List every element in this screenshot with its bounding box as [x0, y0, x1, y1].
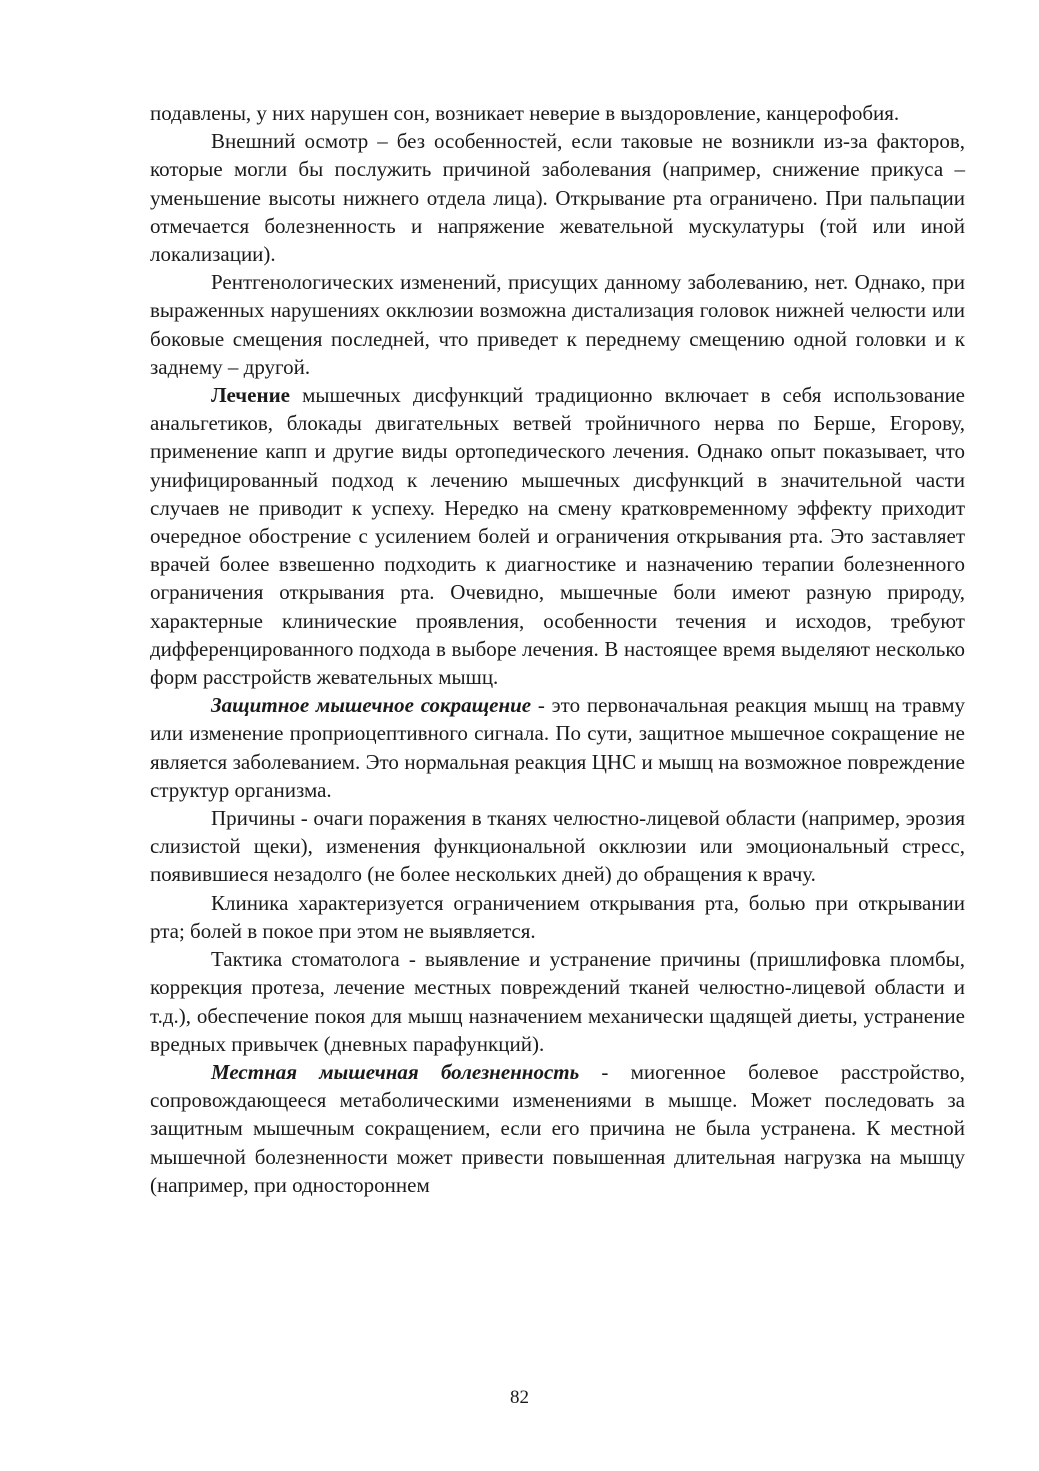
paragraph-protective-contraction-text: - это первоначальная реакция мышц на травму или изменение проприоцептивного сигнала. По сути, защитное мышечное сокращение не является заболеванием. Это нормальная реакция ЦНС и мышц на возможное повреждение структур организма. — [150, 693, 965, 802]
term-local-muscle-soreness: Местная мышечная болезненность — [211, 1059, 580, 1084]
paragraph-continuation: подавлены, у них нарушен сон, возникает неверие в выздоровление, канцерофобия. — [150, 101, 900, 125]
paragraph-causes: Причины - очаги поражения в тканях челюстно-лицевой области (например, эрозия слизистой щеки), изменения функциональной окклюзии или эмоциональный стресс, появившиеся незадолго (не более нескольких дней) до обращения к врачу. — [150, 806, 965, 887]
paragraph-protective-contraction — [150, 691, 965, 804]
page-body — [150, 99, 965, 1199]
term-treatment: Лечение — [211, 383, 290, 408]
paragraph-local-muscle-soreness — [150, 1058, 965, 1199]
paragraph-local-muscle-soreness-text: - миогенное болевое расстройство, сопровождающееся метаболическими изменениями в мышце. Может последовать за защитным мышечным сокращением, если его причина не была устранена. К местной мышечной болезненности может привести повышенная длительная нагрузка на мышцу (например, при одностороннем — [150, 1059, 965, 1197]
paragraph-radiology: Рентгенологических изменений, присущих данному заболеванию, нет. Однако, при выраженных нарушениях окклюзии возможна дистализация головок нижней челюсти или боковые смещения последней, что приведет к переднему смещению одной головки и к заднему – другой. — [150, 270, 965, 379]
paragraph-treatment — [150, 381, 965, 691]
page-number: 82 — [510, 1387, 529, 1408]
paragraph-clinic: Клиника характеризуется ограничением открывания рта, болью при открывании рта; болей в покое при этом не выявляется. — [150, 890, 965, 943]
paragraph-treatment-text: мышечных дисфункций традиционно включает в себя использование анальгетиков, блокады двигательных ветвей тройничного нерва по Берше, Егорову, применение капп и другие виды ортопедического лечения. Однако опыт показывает, что унифицированный подход к лечению мышечных дисфункций в значительной части случаев не приводит к успеху. Нередко на смену кратковременному эффекту приходит очередное обострение с усилением болей и ограничения открывания рта. Это заставляет врачей более взвешенно подходить к диагностике и назначению терапии болезненного ограничения открывания рта. Очевидно, мышечные боли имеют разную природу, характерные клинические проявления, особенности течения и исходов, требуют дифференцированного подхода в выборе лечения. В настоящее время выделяют несколько форм расстройств жевательных мышц. — [150, 383, 965, 690]
term-protective-contraction: Защитное мышечное сокращение — [211, 693, 532, 718]
paragraph-tactics: Тактика стоматолога - выявление и устранение причины (пришлифовка пломбы, коррекция протеза, лечение местных повреждений тканей челюстно-лицевой области и т.д.), обеспечение покоя для мышц назначением механически щадящей диеты, устранение вредных привычек (дневных парафункций). — [150, 947, 965, 1056]
paragraph-external-exam: Внешний осмотр – без особенностей, если таковые не возникли из-за факторов, которые могли бы послужить причиной заболевания (например, снижение прикуса – уменьшение высоты нижнего отдела лица). Открывание рта ограничено. При пальпации отмечается болезненность и напряжение жевательной мускулатуры (той или иной локализации). — [150, 129, 965, 267]
